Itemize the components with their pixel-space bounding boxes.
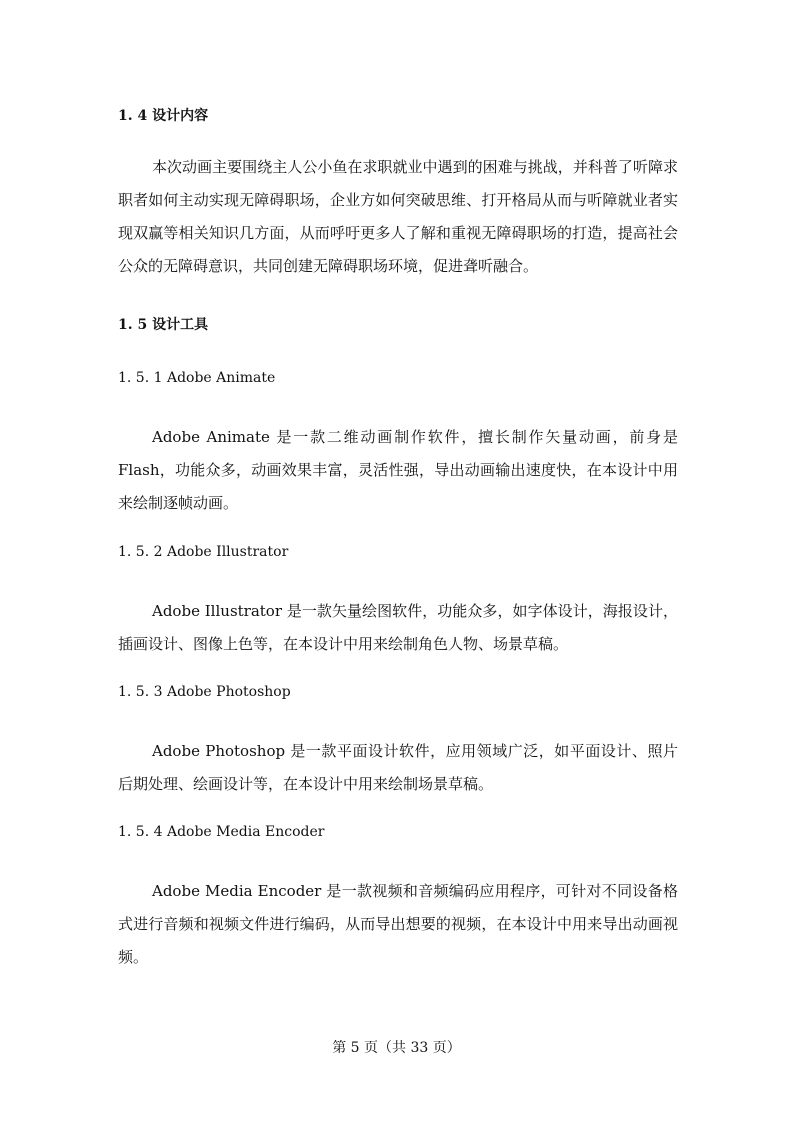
paragraph-illustrator	[118, 595, 678, 661]
section-heading-1-5	[118, 315, 678, 335]
subsection-heading-1-5-4	[118, 822, 678, 842]
paragraph-media-encoder	[118, 875, 678, 974]
subsection-heading-1-5-1	[118, 368, 678, 388]
heading-text: 1. 5 设计工具	[118, 317, 209, 333]
paragraph-text: Adobe Photoshop 是一款平面设计软件，应用领域广泛，如平面设计、照片后期处理、绘画设计等，在本设计中用来绘制场景草稿。	[118, 742, 678, 793]
paragraph-photoshop	[118, 735, 678, 801]
heading-text: 1. 5. 2 Adobe Illustrator	[118, 544, 289, 560]
paragraph-text: Adobe Illustrator 是一款矢量绘图软件，功能众多，如字体设计，海报设计，插画设计、图像上色等，在本设计中用来绘制角色人物、场景草稿。	[118, 602, 678, 653]
heading-text: 1. 5. 4 Adobe Media Encoder	[118, 824, 325, 840]
paragraph-text: Adobe Animate 是一款二维动画制作软件，擅长制作矢量动画，前身是 Flash，功能众多，动画效果丰富，灵活性强，导出动画输出速度快，在本设计中用来绘制逐帧动画。	[118, 428, 678, 512]
paragraph-text: 本次动画主要围绕主人公小鱼在求职就业中遇到的困难与挑战，并科普了听障求职者如何主动实现无障碍职场，企业方如何突破思维、打开格局从而与听障就业者实现双赢等相关知识几方面，从而呼吁更多人了解和重视无障碍职场的打造，提高社会公众的无障碍意识，共同创建无障碍职场环境，促进聋听融合。	[118, 158, 678, 275]
paragraph-text: Adobe Media Encoder 是一款视频和音频编码应用程序，可针对不同设备格式进行音频和视频文件进行编码，从而导出想要的视频，在本设计中用来导出动画视频。	[118, 882, 678, 966]
paragraph-design-content	[118, 151, 678, 283]
heading-text: 1. 5. 1 Adobe Animate	[118, 370, 276, 386]
subsection-heading-1-5-3	[118, 682, 678, 702]
heading-text: 1. 5. 3 Adobe Photoshop	[118, 684, 291, 700]
section-heading-1-4	[118, 106, 678, 126]
page-number-footer: 第 5 页（共 33 页）	[332, 1040, 461, 1056]
heading-text: 1. 4 设计内容	[118, 108, 209, 124]
paragraph-animate	[118, 421, 678, 520]
subsection-heading-1-5-2	[118, 542, 678, 562]
